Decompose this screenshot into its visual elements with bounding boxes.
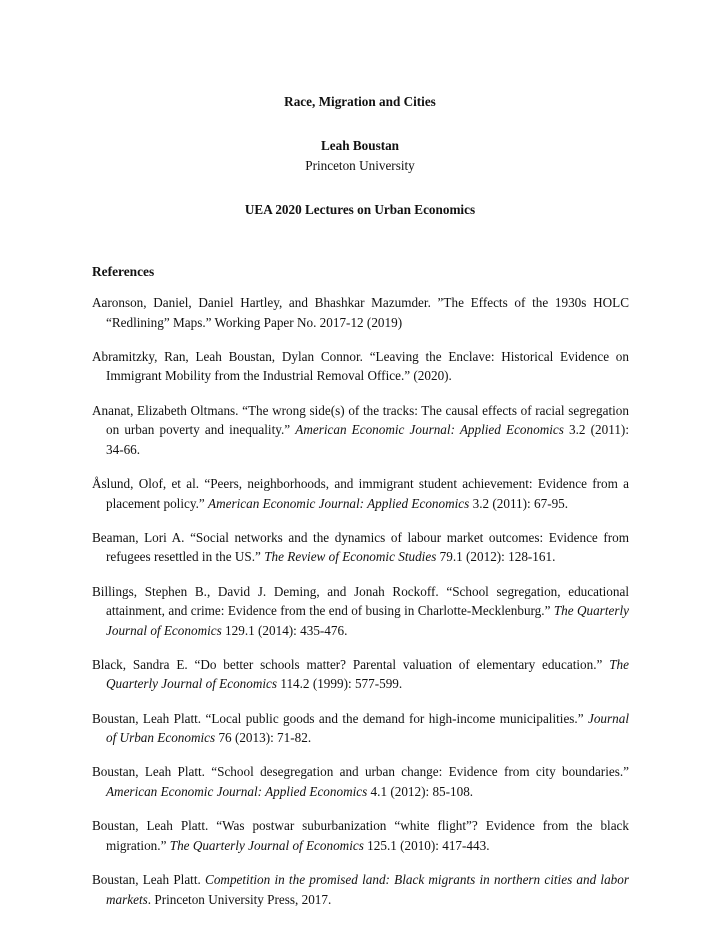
reference-text: Åslund, Olof, et al. “Peers, neighborhoods, and immigrant student achievement: Evidence from a placement policy.”	[92, 475, 629, 511]
reference-item	[92, 709, 629, 748]
reference-text: Boustan, Leah Platt. “Was postwar suburbanization “white flight”? Evidence from the black migration.”	[92, 818, 629, 853]
author-name: Leah Boustan	[320, 138, 400, 153]
reference-item	[92, 762, 629, 801]
reference-text: Boustan, Leah Platt. “School desegregation and urban change: Evidence from city boundaries.”	[92, 764, 629, 780]
reference-citation: 3.2 (2011): 67-95.	[469, 495, 569, 511]
reference-journal: American Economic Journal: Applied Economics	[106, 784, 368, 800]
reference-citation: 76 (2013): 71-82.	[215, 730, 312, 746]
reference-journal: Journal of Urban Economics	[106, 710, 629, 746]
reference-item	[92, 401, 629, 460]
reference-journal: The Quarterly Journal of Economics	[106, 656, 629, 692]
reference-text: Beaman, Lori A. “Social networks and the dynamics of labour market outcomes: Evidence from refugees resettled in the US.”	[92, 529, 629, 565]
reference-journal: The Quarterly Journal of Economics	[106, 603, 629, 638]
reference-item	[92, 293, 629, 332]
reference-citation: . Princeton University Press, 2017.	[147, 891, 332, 907]
reference-citation: 125.1 (2010): 417-443.	[363, 837, 490, 853]
reference-journal: The Quarterly Journal of Economics	[169, 837, 364, 853]
reference-text: Black, Sandra E. “Do better schools matter? Parental valuation of elementary education.”	[92, 656, 610, 672]
reference-item	[92, 816, 629, 855]
reference-text: Abramitzky, Ran, Leah Boustan, Dylan Connor. “Leaving the Enclave: Historical Evidence on Immigrant Mobility from the Industrial Removal Office.” (2020).	[92, 348, 629, 384]
references-heading: References	[92, 264, 155, 279]
reference-citation: 79.1 (2012): 128-161.	[436, 549, 556, 565]
reference-item	[92, 870, 629, 909]
reference-text: Billings, Stephen B., David J. Deming, and Jonah Rockoff. “School segregation, educational attainment, and crime: Evidence from the end of busing in Charlotte-Mecklenburg.”	[92, 583, 629, 619]
author-affiliation: Princeton University	[305, 158, 415, 173]
reference-item	[92, 474, 629, 513]
reference-item	[92, 528, 629, 567]
reference-citation: 4.1 (2012): 85-108.	[367, 784, 474, 800]
lecture-series: UEA 2020 Lectures on Urban Economics	[244, 202, 476, 217]
reference-citation: 3.2 (2011): 34-66.	[106, 422, 629, 457]
reference-citation: 114.2 (1999): 577-599.	[277, 676, 403, 692]
reference-journal: American Economic Journal: Applied Economics	[295, 422, 564, 438]
reference-item	[92, 655, 629, 694]
reference-journal: American Economic Journal: Applied Economics	[208, 495, 470, 511]
reference-item	[92, 582, 629, 641]
reference-citation: 129.1 (2014): 435-476.	[221, 622, 348, 638]
reference-journal: The Review of Economic Studies	[264, 549, 437, 565]
reference-text: Ananat, Elizabeth Oltmans. “The wrong side(s) of the tracks: The causal effects of racial segregation on urban poverty and inequality.”	[92, 402, 629, 438]
reference-journal: Competition in the promised land: Black migrants in northern cities and labor markets	[106, 872, 629, 907]
reference-list	[92, 293, 629, 924]
reference-text: Aaronson, Daniel, Daniel Hartley, and Bhashkar Mazumder. ”The Effects of the 1930s HOLC “Redlining” Maps.” Working Paper No. 2017-12 (2019)	[92, 295, 629, 330]
reference-text: Boustan, Leah Platt.	[92, 872, 206, 887]
reference-text: Boustan, Leah Platt. “Local public goods and the demand for high-income municipalities.”	[92, 710, 588, 726]
reference-item	[92, 347, 629, 386]
document-title: Race, Migration and Cities	[284, 94, 436, 109]
